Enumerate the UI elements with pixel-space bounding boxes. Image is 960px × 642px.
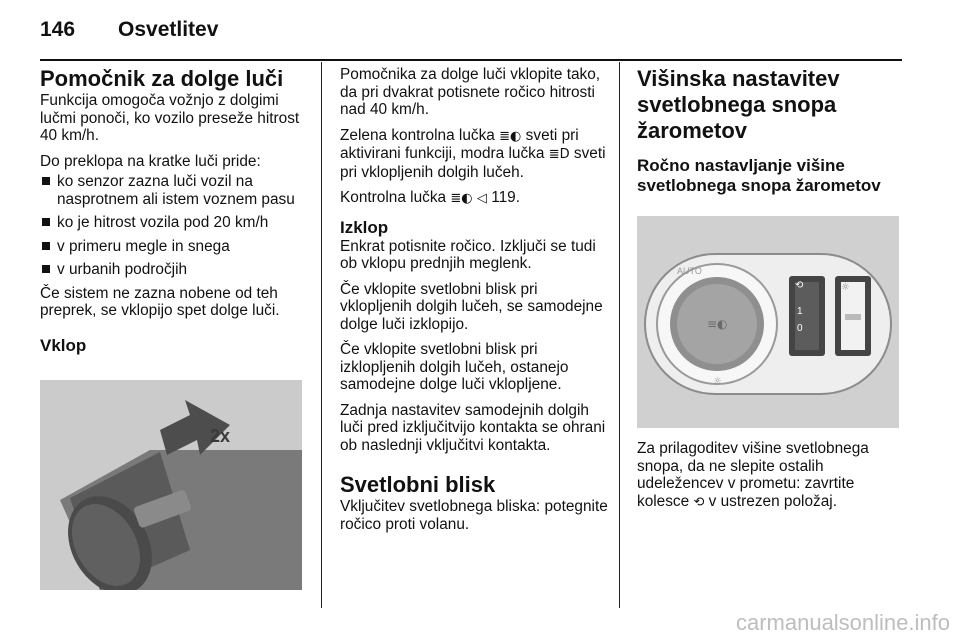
wheel-mark-0: 0 xyxy=(797,323,803,334)
subtitle-manual-range: Ročno nastavljanje višine svetlobnega snopa žarometov xyxy=(637,156,881,195)
high-beam-assist-icon: ≣◐ xyxy=(499,128,522,144)
paragraph-izklop-4: Zadnja nastavitev samodejnih dolgih luči pred izključitvijo kontakta se ohrani ob naslednji vključitvi kontakta. xyxy=(340,401,606,454)
paragraph-intro: Funkcija omogoča vožnjo z dolgimi lučmi ponoči, ko vozilo preseže hitrost 40 km/h. xyxy=(40,92,300,144)
paragraph-reference: Kontrolna lučka ≣◐ ◁ 119. xyxy=(340,189,520,206)
bullet-icon xyxy=(42,218,50,226)
page-header xyxy=(40,18,218,42)
column-2 xyxy=(340,66,608,541)
column-divider-2 xyxy=(619,62,620,608)
header-rule xyxy=(40,59,902,61)
paragraph-adjust: Za prilagoditev višine svetlobnega snopa, da ne slepite ostalih udeležencev v prometu: zavrtite kolesce ⟲ v ustrezen položaj. xyxy=(637,440,869,510)
parking-light-icon: ≡◐ xyxy=(707,317,728,331)
paragraph-izklop-3: Če vklopite svetlobni blisk pri izklopljenih dolgih lučeh, ostanejo samodejne dolge luči vklopljene. xyxy=(340,341,569,393)
sun-icon: ☼ xyxy=(713,376,722,387)
light-switch-panel-illustration xyxy=(637,216,899,428)
section-title-flash: Svetlobni blisk xyxy=(340,472,496,497)
bullet-icon xyxy=(42,177,50,185)
subtitle-izklop: Izklop xyxy=(340,217,389,237)
instrument-illumination-icon: ☼ xyxy=(841,282,850,293)
page-ref-icon: ◁ xyxy=(476,191,487,206)
paragraph-flash: Vključitev svetlobnega bliska: potegnite ročico proti volanu. xyxy=(340,498,608,533)
light-switch-illustration xyxy=(637,216,899,428)
list-item: ko senzor zazna luči vozil na nasprotnem ali istem voznem pasu xyxy=(40,173,308,208)
push-twice-label: 2x xyxy=(210,426,231,446)
chapter-title: Osvetlitev xyxy=(118,18,219,41)
auto-label: AUTO xyxy=(677,266,702,276)
bullet-list xyxy=(40,173,308,279)
stalk-push-illustration xyxy=(40,380,302,590)
paragraph-izklop-2: Če vklopite svetlobni blisk pri vklopljenih dolgih lučeh, se samodejne dolge luči izklopijo. xyxy=(340,280,603,333)
stalk-illustration xyxy=(40,380,302,590)
high-beam-assist-icon: ≣◐ xyxy=(450,191,473,206)
wheel-mark-1: 1 xyxy=(797,306,803,317)
column-1 xyxy=(40,66,308,446)
high-beam-icon: ≣D xyxy=(548,147,570,162)
list-item: ko je hitrost vozila pod 20 km/h xyxy=(40,214,308,232)
caption-block xyxy=(637,440,905,519)
section-title-headlight-range: Višinska nastavitev svetlobnega snopa žarometov xyxy=(637,66,840,143)
headlight-range-icon: ⟲ xyxy=(693,494,705,510)
bullet-icon xyxy=(42,242,50,250)
bullet-icon xyxy=(42,265,50,273)
column-3 xyxy=(637,66,905,510)
subtitle-vklop: Vklop xyxy=(40,335,87,355)
headlight-range-icon: ⟲ xyxy=(795,280,804,291)
paragraph-izklop-1: Enkrat potisnite ročico. Izključi se tudi ob vklopu prednjih meglenk. xyxy=(340,237,596,272)
list-item: v primeru megle in snega xyxy=(40,238,308,256)
section-title-high-beam-assist: Pomočnik za dolge luči xyxy=(40,66,284,91)
paragraph-note: Če sistem ne zazna nobene od teh preprek, se vklopijo spet dolge luči. xyxy=(40,284,280,319)
watermark: carmanualsonline.info xyxy=(735,610,950,635)
column-divider-1 xyxy=(321,62,322,608)
list-item: v urbanih področjih xyxy=(40,261,308,279)
paragraph-switch-intro: Do preklopa na kratke luči pride: xyxy=(40,152,261,170)
paragraph-activate: Pomočnika za dolge luči vklopite tako, da pri dvakrat potisnete ročico hitrosti nad 40 km/h. xyxy=(340,66,601,118)
page-number: 146 xyxy=(40,18,76,41)
paragraph-indicator-lights: Zelena kontrolna lučka ≣◐ sveti pri aktivirani funkciji, modra lučka ≣D sveti pri vklopljenih dolgih lučeh. xyxy=(340,126,606,181)
